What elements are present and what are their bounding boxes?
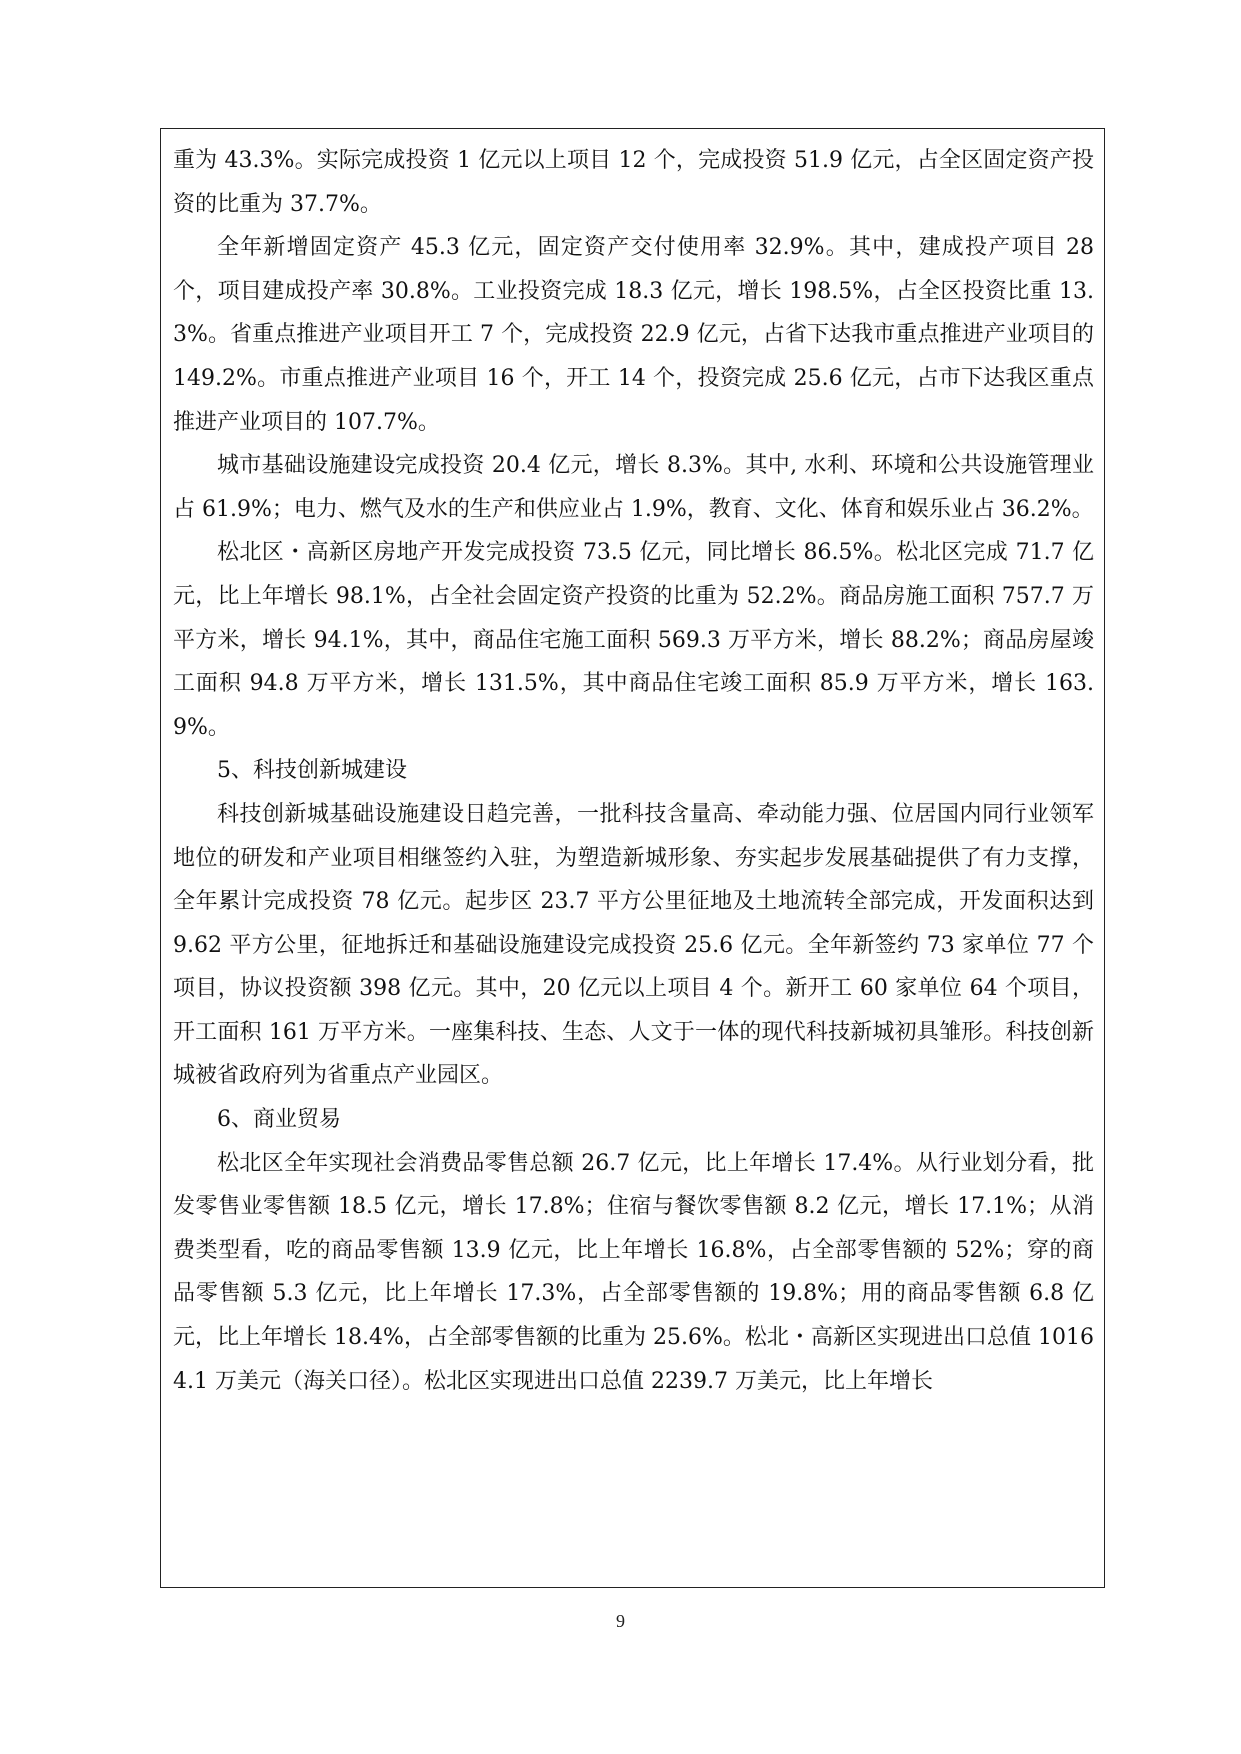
- paragraph-infrastructure: 城市基础设施建设完成投资 20.4 亿元，增长 8.3%。其中, 水利、环境和公共设施管理业占 61.9%；电力、燃气及水的生产和供应业占 1.9%，教育、文化、体育和娱乐业占 36.2%。: [173, 453, 1094, 522]
- section-heading-tech-city: 5、科技创新城建设: [217, 758, 407, 784]
- section-heading-commerce: 6、商业贸易: [217, 1107, 341, 1133]
- paragraph-tech-city: 科技创新城基础设施建设日趋完善，一批科技含量高、牵动能力强、位居国内同行业领军地位的研发和产业项目相继签约入驻，为塑造新城形象、夯实起步发展基础提供了有力支撑，全年累计完成投资 78 亿元。起步区 23.7 平方公里征地及土地流转全部完成，开发面积达到 9.62 平方公里，征地拆迁和基础设施建设完成投资 25.6 亿元。全年新签约 73 家单位 77 个项目，协议投资额 398 亿元。其中，20 亿元以上项目 4 个。新开工 60 家单位 64 个项目，开工面积 161 万平方米。一座集科技、生态、人文于一体的现代科技新城初具雏形。科技创新城被省政府列为省重点产业园区。: [173, 801, 1094, 1089]
- page-number: 9: [616, 1611, 625, 1631]
- paragraph-real-estate: 松北区・高新区房地产开发完成投资 73.5 亿元，同比增长 86.5%。松北区完成 71.7 亿元，比上年增长 98.1%，占全社会固定资产投资的比重为 52.2%。商品房施工面积 757.7 万平方米，增长 94.1%，其中，商品住宅施工面积 569.3 万平方米，增长 88.2%；商品房屋竣工面积 94.8 万平方米，增长 131.5%，其中商品住宅竣工面积 85.9 万平方米，增长 163.9%。: [173, 540, 1094, 740]
- paragraph-commerce: 松北区全年实现社会消费品零售总额 26.7 亿元，比上年增长 17.4%。从行业划分看，批发零售业零售额 18.5 亿元，增长 17.8%；住宿与餐饮零售额 8.2 亿元，增长 17.1%；从消费类型看，吃的商品零售额 13.9 亿元，比上年增长 16.8%，占全部零售额的 52%；穿的商品零售额 5.3 亿元，比上年增长 17.3%，占全部零售额的 19.8%；用的商品零售额 6.8 亿元，比上年增长 18.4%，占全部零售额的比重为 25.6%。松北・高新区实现进出口总值 10164.1 万美元（海关口径）。松北区实现进出口总值 2239.7 万美元，比上年增长: [173, 1150, 1094, 1394]
- paragraph-continued: 重为 43.3%。实际完成投资 1 亿元以上项目 12 个，完成投资 51.9 亿元，占全区固定资产投资的比重为 37.7%。: [173, 148, 1094, 217]
- content-frame: [160, 128, 1105, 1588]
- paragraph-fixed-assets: 全年新增固定资产 45.3 亿元，固定资产交付使用率 32.9%。其中，建成投产项目 28 个，项目建成投产率 30.8%。工业投资完成 18.3 亿元，增长 198.5%，占全区投资比重 13.3%。省重点推进产业项目开工 7 个，完成投资 22.9 亿元，占省下达我市重点推进产业项目的 149.2%。市重点推进产业项目 16 个，开工 14 个，投资完成 25.6 亿元，占市下达我区重点推进产业项目的 107.7%。: [173, 235, 1094, 435]
